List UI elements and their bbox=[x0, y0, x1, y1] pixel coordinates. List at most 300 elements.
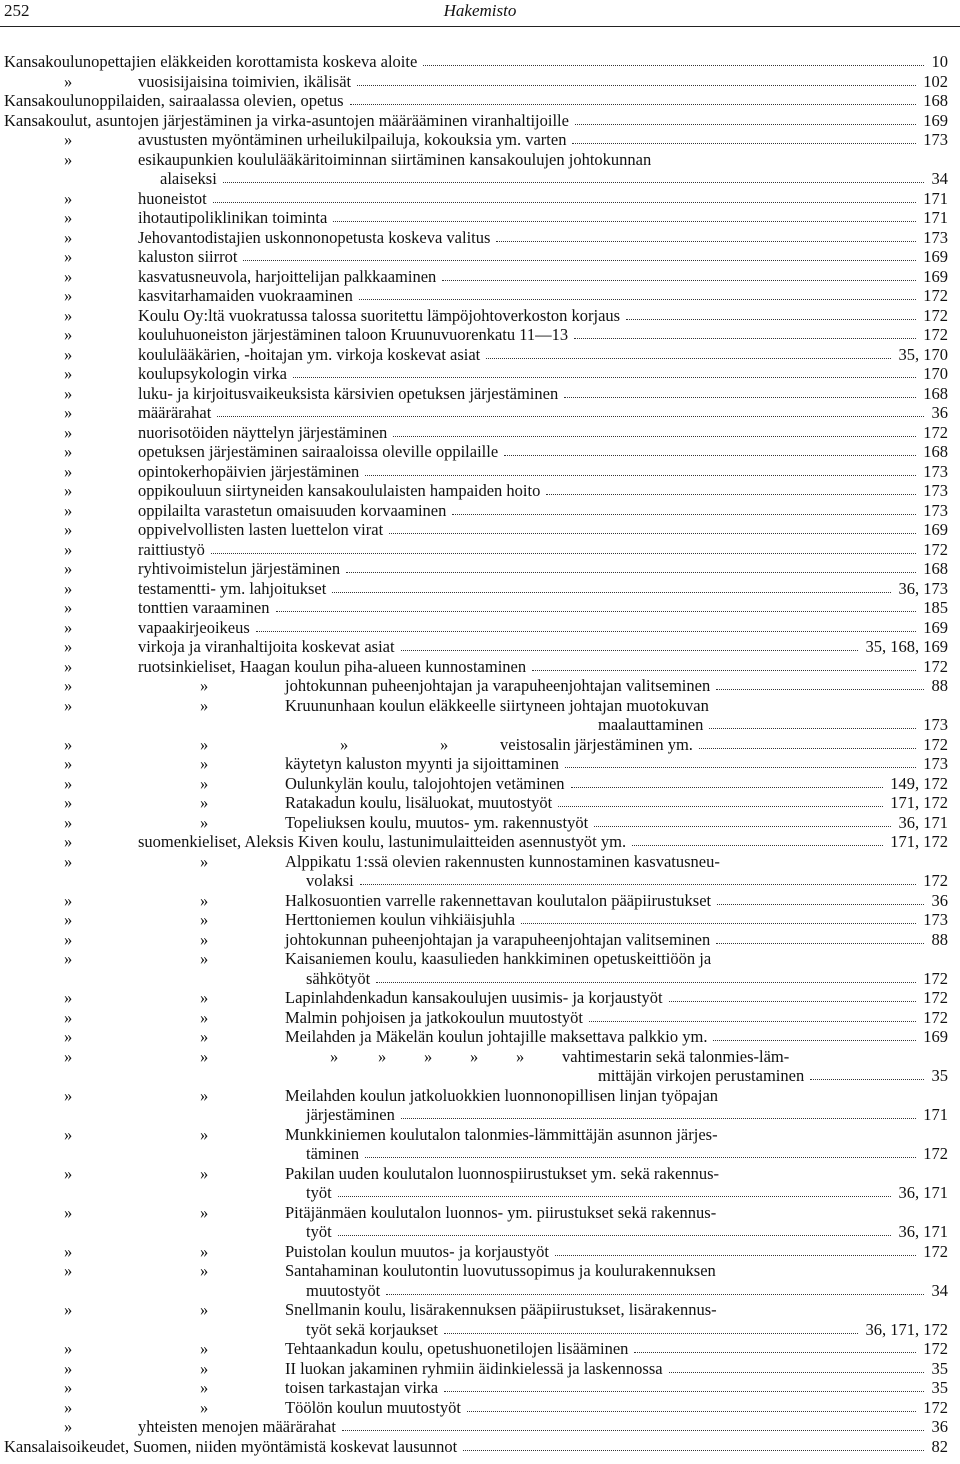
entry-pages: 173 bbox=[920, 462, 948, 482]
entry-pages: 173 bbox=[920, 910, 948, 930]
ditto-mark: » bbox=[64, 1124, 73, 1144]
dot-leader bbox=[810, 1079, 924, 1080]
entry-text: huoneistot bbox=[138, 188, 207, 208]
dot-leader bbox=[350, 104, 916, 105]
entry-text: volaksi bbox=[306, 871, 354, 890]
index-entry bbox=[0, 774, 960, 794]
entry-pages: 36 bbox=[929, 891, 949, 911]
ditto-mark: » bbox=[200, 1046, 209, 1066]
entry-pages: 36, 171, 172 bbox=[863, 1320, 949, 1340]
dot-leader bbox=[467, 1411, 916, 1412]
entry-pages: 35, 168, 169 bbox=[863, 637, 949, 657]
entry-pages: 35 bbox=[929, 1066, 949, 1086]
dot-leader bbox=[574, 338, 916, 339]
ditto-mark: » bbox=[200, 1085, 209, 1105]
entry-pages: 173 bbox=[920, 228, 948, 248]
entry-text: toisen tarkastajan virka bbox=[285, 1378, 439, 1397]
ditto-mark: » bbox=[200, 988, 209, 1007]
ditto-mark: » bbox=[64, 344, 73, 364]
entry-pages: 173 bbox=[920, 501, 948, 521]
dot-leader bbox=[338, 1196, 891, 1197]
ditto-mark: » bbox=[440, 734, 449, 754]
index-entry bbox=[0, 715, 960, 735]
index-entry bbox=[0, 150, 960, 170]
dot-leader bbox=[496, 241, 916, 242]
index-entry bbox=[0, 1398, 960, 1418]
dot-leader bbox=[669, 1372, 924, 1373]
ditto-mark: » bbox=[64, 832, 73, 851]
entry-text: Kruununhaan koulun eläkkeelle siirtyneen johtajan muotokuvan bbox=[285, 695, 709, 715]
entry-text: Santahaminan koulutontin luovutussopimus ja koulurakennuksen bbox=[285, 1261, 716, 1280]
entry-pages: 102 bbox=[920, 72, 948, 92]
entry-text: ryhtivoimistelun järjestäminen bbox=[138, 559, 341, 578]
index-entry bbox=[0, 52, 960, 72]
ditto-mark: » bbox=[64, 520, 73, 539]
ditto-mark: » bbox=[64, 130, 73, 149]
index-entry bbox=[0, 1300, 960, 1320]
entry-text: ruotsinkieliset, Haagan koulun piha-alueen kunnostaminen bbox=[138, 656, 527, 676]
entry-text: Halkosuontien varrelle rakennettavan koulutalon pääpiirustukset bbox=[285, 890, 712, 910]
index-entry bbox=[0, 1437, 960, 1457]
ditto-mark: » bbox=[64, 1261, 73, 1280]
ditto-mark: » bbox=[64, 1417, 73, 1436]
entry-pages: 10 bbox=[929, 52, 949, 72]
entry-text: II luokan jakaminen ryhmiin äidinkielessä ja laskennossa bbox=[285, 1358, 663, 1378]
dot-leader bbox=[276, 611, 917, 612]
entry-text: Malmin pohjoisen ja jatkokoulun muutostyöt bbox=[285, 1007, 583, 1027]
index-entry bbox=[0, 930, 960, 950]
entry-text: Jehovantodistajien uskonnonopetusta koskeva valitus bbox=[138, 227, 491, 247]
entry-text: ihotautipoliklinikan toiminta bbox=[138, 208, 328, 227]
entry-pages: 88 bbox=[929, 930, 949, 950]
index-entry bbox=[0, 286, 960, 306]
index-entry bbox=[0, 247, 960, 267]
dot-leader bbox=[393, 436, 916, 437]
ditto-mark: » bbox=[200, 851, 209, 871]
index-entry bbox=[0, 111, 960, 131]
ditto-mark: » bbox=[64, 1358, 73, 1378]
index-entry bbox=[0, 579, 960, 599]
index-entry bbox=[0, 1105, 960, 1125]
ditto-mark: » bbox=[64, 188, 73, 208]
index-entry bbox=[0, 540, 960, 560]
entry-text: Munkkiniemen koulutalon talonmies-lämmittäjän asunnon järjes- bbox=[285, 1124, 718, 1144]
entry-text: koulupsykologin virka bbox=[138, 364, 287, 383]
ditto-mark: » bbox=[64, 793, 73, 812]
entry-pages: 172 bbox=[920, 988, 948, 1008]
entry-pages: 168 bbox=[920, 559, 948, 579]
index-entry bbox=[0, 501, 960, 521]
ditto-mark: » bbox=[200, 676, 209, 695]
entry-text: oppikouluun siirtyneiden kansakoululaisten hampaiden hoito bbox=[138, 481, 541, 500]
dot-leader bbox=[342, 1430, 924, 1431]
ditto-mark: » bbox=[64, 890, 73, 910]
entry-text: virkoja ja viranhaltijoita koskevat asiat bbox=[138, 637, 395, 656]
dot-leader bbox=[376, 982, 916, 983]
entry-text: kasvitarhamaiden vuokraaminen bbox=[138, 286, 353, 305]
dot-leader bbox=[626, 319, 916, 320]
index-entry bbox=[0, 208, 960, 228]
index-entry bbox=[0, 1164, 960, 1184]
entry-text: oppilailta varastetun omaisuuden korvaaminen bbox=[138, 500, 447, 520]
entry-text: työt bbox=[306, 1183, 332, 1202]
index-list bbox=[0, 52, 960, 1456]
dot-leader bbox=[333, 221, 916, 222]
index-entry bbox=[0, 1222, 960, 1242]
ditto-mark: » bbox=[200, 754, 209, 773]
dot-leader bbox=[572, 143, 916, 144]
ditto-mark: » bbox=[64, 442, 73, 461]
entry-pages: 34 bbox=[929, 169, 949, 189]
entry-pages: 149, 172 bbox=[887, 774, 948, 794]
ditto-mark: » bbox=[64, 1397, 73, 1417]
index-entry bbox=[0, 657, 960, 677]
ditto-mark: » bbox=[64, 305, 73, 325]
entry-text: vuosisijaisina toimivien, ikälisät bbox=[138, 71, 352, 91]
dot-leader bbox=[360, 884, 916, 885]
entry-text: suomenkieliset, Aleksis Kiven koulu, lastunimulaitteiden asennustyöt ym. bbox=[138, 832, 627, 851]
ditto-mark: » bbox=[64, 1202, 73, 1222]
index-entry bbox=[0, 1261, 960, 1281]
entry-text: oppivelvollisten lasten luettelon virat bbox=[138, 520, 384, 539]
index-entry bbox=[0, 345, 960, 365]
ditto-mark: » bbox=[64, 481, 73, 500]
dot-leader bbox=[243, 260, 916, 261]
entry-text: Lapinlahdenkadun kansakoulujen uusimis- ja korjaustyöt bbox=[285, 988, 663, 1007]
ditto-mark: » bbox=[64, 1300, 73, 1319]
ditto-mark: » bbox=[200, 1202, 209, 1222]
entry-text: Töölön koulun muutostyöt bbox=[285, 1397, 462, 1417]
dot-leader bbox=[389, 533, 916, 534]
ditto-mark: » bbox=[64, 1046, 73, 1066]
entry-text: Pitäjänmäen koulutalon luonnos- ym. piirustukset sekä rakennus- bbox=[285, 1202, 717, 1222]
ditto-mark: » bbox=[200, 812, 209, 832]
ditto-mark: » bbox=[64, 266, 73, 286]
ditto-mark: » bbox=[378, 1046, 387, 1066]
entry-pages: 36, 171 bbox=[896, 1183, 949, 1203]
ditto-mark: » bbox=[64, 578, 73, 598]
entry-text: Puistolan koulun muutos- ja korjaustyöt bbox=[285, 1241, 549, 1261]
index-entry bbox=[0, 891, 960, 911]
ditto-mark: » bbox=[64, 734, 73, 754]
entry-text: testamentti- ym. lahjoitukset bbox=[138, 578, 327, 598]
entry-text: sähkötyöt bbox=[306, 968, 371, 988]
entry-text: Meilahden ja Mäkelän koulun johtajille maksettava palkkio ym. bbox=[285, 1027, 708, 1046]
dot-leader bbox=[444, 1391, 924, 1392]
ditto-mark: » bbox=[64, 71, 73, 91]
entry-text: täminen bbox=[306, 1144, 360, 1163]
entry-text: nuorisotöiden näyttelyn järjestäminen bbox=[138, 422, 388, 442]
entry-text: kaluston siirrot bbox=[138, 247, 238, 266]
index-entry bbox=[0, 306, 960, 326]
entry-pages: 36, 171 bbox=[896, 813, 949, 833]
ditto-mark: » bbox=[64, 773, 73, 793]
entry-pages: 34 bbox=[929, 1281, 949, 1301]
ditto-mark: » bbox=[200, 1358, 209, 1378]
index-entry bbox=[0, 91, 960, 111]
index-entry bbox=[0, 1339, 960, 1359]
index-entry bbox=[0, 813, 960, 833]
entry-text: käytetyn kaluston myynti ja sijoittaminen bbox=[285, 754, 560, 773]
entry-text: luku- ja kirjoitusvaikeuksista kärsivien opetuksen järjestäminen bbox=[138, 383, 559, 403]
index-entry bbox=[0, 949, 960, 969]
index-entry bbox=[0, 1066, 960, 1086]
dot-leader bbox=[575, 124, 916, 125]
entry-pages: 173 bbox=[920, 481, 948, 501]
dot-leader bbox=[716, 689, 924, 690]
entry-pages: 168 bbox=[920, 442, 948, 462]
entry-text: muutostyöt bbox=[306, 1280, 381, 1300]
ditto-mark: » bbox=[200, 910, 209, 929]
index-entry bbox=[0, 1359, 960, 1379]
dot-leader bbox=[442, 280, 916, 281]
entry-pages: 169 bbox=[920, 267, 948, 287]
index-entry bbox=[0, 618, 960, 638]
ditto-mark: » bbox=[64, 988, 73, 1007]
index-entry bbox=[0, 559, 960, 579]
index-entry bbox=[0, 910, 960, 930]
index-entry bbox=[0, 598, 960, 618]
index-entry bbox=[0, 1008, 960, 1028]
ditto-mark: » bbox=[64, 1085, 73, 1105]
ditto-mark: » bbox=[64, 539, 73, 559]
index-entry bbox=[0, 364, 960, 384]
index-entry bbox=[0, 1378, 960, 1398]
ditto-mark: » bbox=[200, 949, 209, 968]
ditto-mark: » bbox=[200, 929, 209, 949]
entry-text: kasvatusneuvola, harjoittelijan palkkaaminen bbox=[138, 266, 437, 286]
entry-text: Koulu Oy:ltä vuokratussa talossa suoritettu lämpöjohtoverkoston korjaus bbox=[138, 305, 621, 325]
index-entry bbox=[0, 130, 960, 150]
ditto-mark: » bbox=[470, 1046, 479, 1066]
index-entry bbox=[0, 1144, 960, 1164]
entry-pages: 172 bbox=[920, 735, 948, 755]
dot-leader bbox=[444, 1333, 858, 1334]
entry-text: Pakilan uuden koulutalon luonnospiirustukset ym. sekä rakennus- bbox=[285, 1163, 719, 1183]
dot-leader bbox=[365, 1157, 916, 1158]
entry-text: Kansakoulut, asuntojen järjestäminen ja virka-asuntojen määrääminen viranhaltijoille bbox=[4, 110, 569, 130]
ditto-mark: » bbox=[64, 1027, 73, 1046]
ditto-mark: » bbox=[64, 676, 73, 695]
entry-text: Kansalaisoikeudet, Suomen, niiden myöntämistä koskevat lausunnot bbox=[4, 1436, 458, 1456]
page-header bbox=[0, 0, 960, 27]
entry-text: opintokerhopäivien järjestäminen bbox=[138, 461, 360, 481]
dot-leader bbox=[632, 845, 883, 846]
index-entry bbox=[0, 696, 960, 716]
entry-pages: 36 bbox=[929, 403, 949, 423]
index-entry bbox=[0, 1320, 960, 1340]
entry-pages: 169 bbox=[920, 247, 948, 267]
entry-text: kouluhuoneiston järjestäminen taloon Kruunuvuorenkatu 11—13 bbox=[138, 325, 569, 344]
dot-leader bbox=[546, 494, 916, 495]
dot-leader bbox=[717, 904, 924, 905]
index-entry bbox=[0, 189, 960, 209]
entry-text: opetuksen järjestäminen sairaaloissa oleville oppilaille bbox=[138, 442, 499, 461]
entry-text: Tehtaankadun koulu, opetushuonetilojen lisääminen bbox=[285, 1339, 629, 1358]
dot-leader bbox=[713, 1040, 916, 1041]
ditto-mark: » bbox=[200, 890, 209, 910]
ditto-mark: » bbox=[64, 559, 73, 578]
dot-leader bbox=[669, 1001, 916, 1002]
dot-leader bbox=[452, 514, 916, 515]
ditto-mark: » bbox=[64, 617, 73, 637]
entry-pages: 169 bbox=[920, 618, 948, 638]
entry-pages: 88 bbox=[929, 676, 949, 696]
entry-text: Ratakadun koulu, lisäluokat, muutostyöt bbox=[285, 793, 553, 812]
ditto-mark: » bbox=[200, 1007, 209, 1027]
index-entry bbox=[0, 442, 960, 462]
entry-pages: 171 bbox=[920, 1105, 948, 1125]
ditto-mark: » bbox=[340, 734, 349, 754]
ditto-mark: » bbox=[64, 1378, 73, 1397]
index-entry bbox=[0, 793, 960, 813]
entry-text: raittiustyö bbox=[138, 539, 205, 559]
entry-text: järjestäminen bbox=[306, 1105, 395, 1124]
index-entry bbox=[0, 1281, 960, 1301]
entry-text: koululääkärien, -hoitajan ym. virkoja koskevat asiat bbox=[138, 344, 481, 364]
ditto-mark: » bbox=[64, 910, 73, 929]
entry-text: veistosalin järjestäminen ym. bbox=[500, 734, 693, 754]
index-entry bbox=[0, 754, 960, 774]
index-entry bbox=[0, 676, 960, 696]
entry-pages: 168 bbox=[920, 91, 948, 111]
dot-leader bbox=[594, 826, 891, 827]
ditto-mark: » bbox=[200, 695, 209, 715]
ditto-mark: » bbox=[516, 1046, 525, 1066]
entry-pages: 171, 172 bbox=[887, 832, 948, 852]
index-entry bbox=[0, 169, 960, 189]
dot-leader bbox=[211, 553, 916, 554]
dot-leader bbox=[709, 728, 916, 729]
dot-leader bbox=[555, 1255, 916, 1256]
entry-pages: 172 bbox=[920, 306, 948, 326]
dot-leader bbox=[504, 455, 916, 456]
ditto-mark: » bbox=[200, 1124, 209, 1144]
entry-pages: 172 bbox=[920, 1242, 948, 1262]
ditto-mark: » bbox=[200, 1163, 209, 1183]
entry-pages: 171 bbox=[920, 208, 948, 228]
ditto-mark: » bbox=[64, 598, 73, 617]
entry-pages: 172 bbox=[920, 1339, 948, 1359]
entry-pages: 172 bbox=[920, 1008, 948, 1028]
entry-text: Kaisaniemen koulu, kaasulieden hankkiminen opetuskeittiöön ja bbox=[285, 949, 712, 968]
entry-text: johtokunnan puheenjohtajan ja varapuheenjohtajan valitseminen bbox=[285, 676, 711, 695]
ditto-mark: » bbox=[64, 208, 73, 227]
entry-text: työt bbox=[306, 1222, 332, 1241]
ditto-mark: » bbox=[200, 773, 209, 793]
entry-text: alaiseksi bbox=[160, 169, 217, 188]
entry-pages: 173 bbox=[920, 715, 948, 735]
entry-pages: 173 bbox=[920, 130, 948, 150]
dot-leader bbox=[565, 767, 916, 768]
entry-text: työt sekä korjaukset bbox=[306, 1319, 438, 1339]
index-entry bbox=[0, 1047, 960, 1067]
entry-pages: 171, 172 bbox=[887, 793, 948, 813]
entry-text: tonttien varaaminen bbox=[138, 598, 270, 617]
dot-leader bbox=[293, 377, 916, 378]
index-entry bbox=[0, 1125, 960, 1145]
entry-pages: 169 bbox=[920, 1027, 948, 1047]
ditto-mark: » bbox=[64, 1241, 73, 1261]
index-entry bbox=[0, 1203, 960, 1223]
dot-leader bbox=[532, 670, 916, 671]
dot-leader bbox=[571, 787, 883, 788]
dot-leader bbox=[359, 299, 916, 300]
entry-text: Snellmanin koulu, lisärakennuksen pääpiirustukset, lisärakennus- bbox=[285, 1300, 717, 1319]
ditto-mark: » bbox=[64, 754, 73, 773]
ditto-mark: » bbox=[64, 286, 73, 305]
index-entry bbox=[0, 481, 960, 501]
index-entry bbox=[0, 988, 960, 1008]
entry-pages: 169 bbox=[920, 520, 948, 540]
index-entry bbox=[0, 462, 960, 482]
ditto-mark: » bbox=[64, 149, 73, 169]
dot-leader bbox=[223, 182, 924, 183]
dot-leader bbox=[463, 1450, 924, 1451]
entry-pages: 36, 173 bbox=[896, 579, 949, 599]
index-entry bbox=[0, 1027, 960, 1047]
entry-text: vahtimestarin sekä talonmies-läm- bbox=[562, 1046, 790, 1066]
entry-text: määrärahat bbox=[138, 403, 212, 422]
entry-text: Alppikatu 1:ssä olevien rakennusten kunnostaminen kasvatusneu- bbox=[285, 851, 720, 871]
entry-text: Herttoniemen koulun vihkiäisjuhla bbox=[285, 910, 516, 929]
dot-leader bbox=[338, 1235, 891, 1236]
dot-leader bbox=[332, 592, 891, 593]
dot-leader bbox=[401, 1118, 916, 1119]
index-entry bbox=[0, 228, 960, 248]
ditto-mark: » bbox=[64, 949, 73, 968]
index-entry bbox=[0, 403, 960, 423]
entry-pages: 171 bbox=[920, 189, 948, 209]
entry-text: Kansakoulunoppilaiden, sairaalassa olevien, opetus bbox=[4, 91, 344, 110]
entry-pages: 172 bbox=[920, 1398, 948, 1418]
ditto-mark: » bbox=[64, 325, 73, 344]
ditto-mark: » bbox=[64, 247, 73, 266]
index-entry bbox=[0, 1242, 960, 1262]
ditto-mark: » bbox=[64, 656, 73, 676]
entry-text: mittäjän virkojen perustaminen bbox=[598, 1066, 805, 1085]
entry-pages: 82 bbox=[929, 1437, 949, 1457]
entry-pages: 172 bbox=[920, 286, 948, 306]
ditto-mark: » bbox=[64, 637, 73, 656]
entry-text: yhteisten menojen määrärahat bbox=[138, 1417, 336, 1436]
index-entry bbox=[0, 852, 960, 872]
dot-leader bbox=[486, 358, 891, 359]
ditto-mark: » bbox=[200, 1339, 209, 1358]
entry-text: Kansakoulunopettajien eläkkeiden korottamista koskeva aloite bbox=[4, 52, 418, 71]
dot-leader bbox=[256, 631, 916, 632]
dot-leader bbox=[217, 416, 924, 417]
entry-text: Meilahden koulun jatkoluokkien luonnonopillisen linjan työpajan bbox=[285, 1085, 719, 1105]
page-number: 252 bbox=[4, 1, 30, 20]
page-title: Hakemisto bbox=[443, 1, 517, 20]
entry-pages: 172 bbox=[920, 540, 948, 560]
entry-pages: 36 bbox=[929, 1417, 949, 1437]
ditto-mark: » bbox=[330, 1046, 339, 1066]
ditto-mark: » bbox=[200, 1300, 209, 1319]
ditto-mark: » bbox=[64, 422, 73, 442]
dot-leader bbox=[357, 85, 916, 86]
entry-pages: 172 bbox=[920, 325, 948, 345]
index-entry bbox=[0, 520, 960, 540]
dot-leader bbox=[589, 1021, 916, 1022]
ditto-mark: » bbox=[200, 1027, 209, 1046]
dot-leader bbox=[564, 397, 916, 398]
ditto-mark: » bbox=[64, 851, 73, 871]
entry-pages: 36, 171 bbox=[896, 1222, 949, 1242]
index-entry bbox=[0, 384, 960, 404]
dot-leader bbox=[401, 650, 858, 651]
